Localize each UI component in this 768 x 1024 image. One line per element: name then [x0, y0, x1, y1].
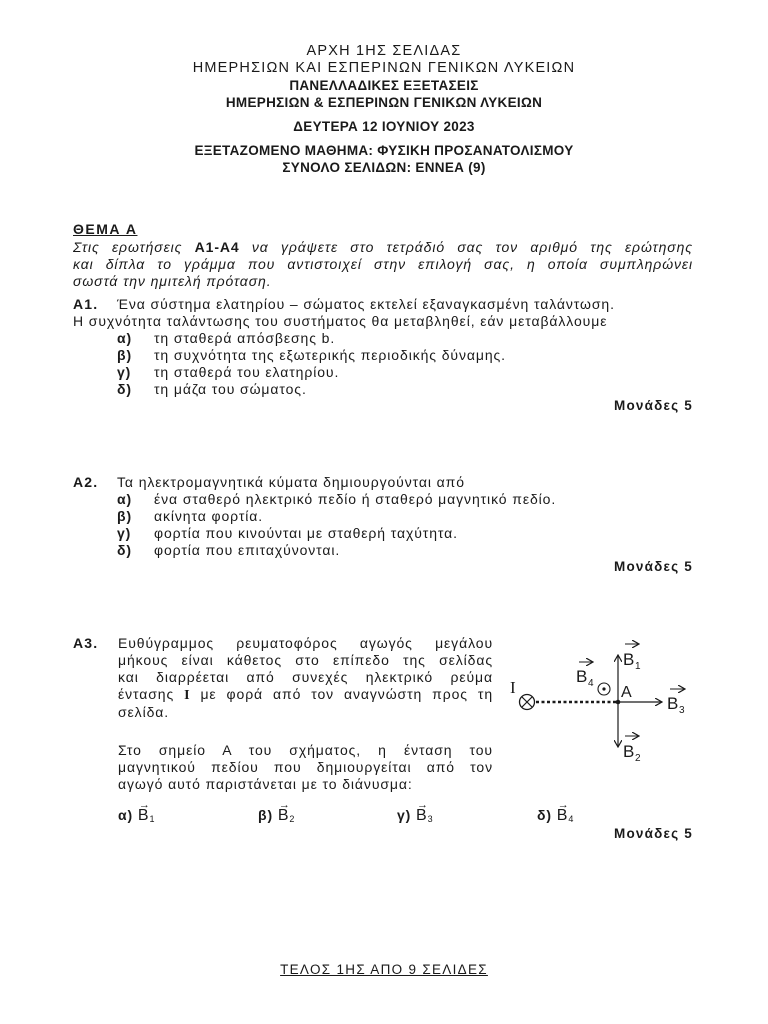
vector-b4	[557, 807, 574, 828]
a3-marks: Μονάδες 5	[614, 826, 693, 841]
b-symbol: B	[623, 742, 635, 761]
option-label: α)	[117, 330, 133, 346]
a1-option-b	[117, 347, 698, 364]
option-label: γ)	[397, 807, 412, 823]
a1-line-1	[73, 296, 698, 313]
a3-p2-line-1: Στο σημείο Α του σχήματος, η ένταση του	[118, 742, 493, 758]
option-label: α)	[118, 807, 134, 823]
vector-symbol: B	[137, 807, 150, 824]
a3-p1-line-1: Ευθύγραμμος ρευματοφόρος αγωγός μεγάλου	[118, 635, 493, 651]
a3-number: Α3.	[73, 635, 99, 651]
theme-intro-line-3: σωστά την ημιτελή πρόταση.	[73, 273, 272, 289]
question-a2	[73, 474, 698, 559]
theme-intro-line-2: και δίπλα το γράμμα που αντιστοιχεί στην επιλογή σας, η οποία συμπληρώνει	[73, 256, 693, 272]
current-symbol: Ι	[184, 688, 191, 703]
vector-b3	[416, 807, 433, 828]
vector-subscript: 3	[427, 814, 434, 824]
b-symbol: B	[576, 667, 588, 686]
header-line-2: ΗΜΕΡΗΣΙΩΝ ΚΑΙ ΕΣΠΕΡΙΝΩΝ ΓΕΝΙΚΩΝ ΛΥΚΕΙΩΝ	[192, 60, 576, 76]
option-label: β)	[117, 347, 133, 363]
current-label: I	[510, 678, 516, 697]
a3-option-d	[537, 807, 574, 828]
intro-text-a: Στις ερωτήσεις	[73, 239, 195, 255]
option-text: ένα σταθερό ηλεκτρικό πεδίο ή σταθερό μαγνητικό πεδίο.	[154, 491, 557, 507]
option-text: τη συχνότητα της εξωτερικής περιοδικής δύναμης.	[154, 347, 506, 363]
b-subscript: 2	[635, 753, 641, 764]
header-subject: ΕΞΕΤΑΖΟΜΕΝΟ ΜΑΘΗΜΑ: ΦΥΣΙΚΗ ΠΡΟΣΑΝΑΤΟΛΙΣΜΟΥ	[194, 143, 574, 158]
a3-paragraph-2	[118, 742, 493, 793]
a2-option-b	[117, 508, 698, 525]
magnetic-field-figure	[505, 635, 700, 770]
b1-label	[623, 644, 641, 672]
b3-label	[667, 689, 685, 716]
a3-p1-line-2: μήκους είναι κάθετος στο επίπεδο της σελίδας	[118, 652, 493, 668]
option-label: γ)	[117, 525, 132, 541]
question-a1	[73, 296, 698, 398]
out-of-page-icon	[598, 683, 610, 695]
vector-symbol: B	[416, 807, 428, 824]
point-a-label: A	[621, 684, 632, 701]
vector-symbol: B	[556, 807, 569, 824]
theme-title: ΘΕΜΑ Α	[73, 221, 138, 237]
a3-text: με φορά από τον αναγνώστη προς τη	[190, 686, 494, 702]
a1-stem-1: Ένα σύστημα ελατηρίου – σώματος εκτελεί εξαναγκασμένη ταλάντωση.	[117, 296, 615, 312]
b-subscript: 4	[588, 678, 594, 689]
a1-option-d	[117, 381, 698, 398]
header-date: ΔΕΥΤΕΡΑ 12 ΙΟΥΝΙΟΥ 2023	[293, 119, 475, 134]
a3-p1-line-4	[118, 686, 493, 704]
page-footer: ΤΕΛΟΣ 1ΗΣ ΑΠΟ 9 ΣΕΛΙΔΕΣ	[280, 962, 488, 977]
a2-stem: Τα ηλεκτρομαγνητικά κύματα δημιουργούνται από	[117, 474, 465, 490]
a3-option-a	[118, 807, 155, 828]
a1-marks: Μονάδες 5	[614, 398, 693, 413]
header-page-count: ΣΥΝΟΛΟ ΣΕΛΙΔΩΝ: ΕΝΝΕΑ (9)	[282, 160, 486, 175]
a3-text: έντασης	[118, 686, 185, 702]
option-label: β)	[117, 508, 133, 524]
a1-line-2: Η συχνότητα ταλάντωσης του συστήματος θα μεταβληθεί, εάν μεταβάλλουμε	[73, 313, 608, 329]
b4-label	[576, 662, 594, 689]
vector-b2	[278, 807, 295, 828]
b-subscript: 3	[679, 705, 685, 716]
a1-option-a	[117, 330, 698, 347]
vector-subscript: 4	[568, 814, 575, 824]
option-label: β)	[258, 807, 274, 823]
b-symbol: B	[667, 694, 679, 713]
option-label: δ)	[117, 542, 132, 558]
intro-question-range: Α1-Α4	[194, 239, 240, 255]
option-label: δ)	[117, 381, 132, 397]
intro-text-c: να γράψετε στο τετράδιό σας τον αριθμό της ερώτησης	[239, 239, 693, 255]
header-schools: ΗΜΕΡΗΣΙΩΝ & ΕΣΠΕΡΙΝΩΝ ΓΕΝΙΚΩΝ ΛΥΚΕΙΩΝ	[225, 95, 543, 110]
a3-p1-line-5: σελίδα.	[118, 704, 170, 720]
option-text: ακίνητα φορτία.	[154, 508, 264, 524]
a2-option-a	[117, 491, 698, 508]
option-label: γ)	[117, 364, 132, 380]
theme-intro-line-1	[73, 239, 693, 256]
a3-option-c	[397, 807, 434, 828]
a3-paragraph-1	[118, 635, 493, 721]
header-exams: ΠΑΝΕΛΛΑΔΙΚΕΣ ΕΞΕΤΑΣΕΙΣ	[289, 78, 479, 93]
vector-b1	[138, 807, 155, 828]
option-text: φορτία που κινούνται με σταθερή ταχύτητα.	[154, 525, 458, 541]
a1-option-c	[117, 364, 698, 381]
option-text: τη σταθερά απόσβεσης b.	[154, 330, 336, 346]
a2-option-d	[117, 542, 698, 559]
option-label: δ)	[537, 807, 552, 823]
a2-options	[73, 491, 698, 559]
a1-number: Α1.	[73, 296, 99, 312]
a2-option-c	[117, 525, 698, 542]
a2-marks: Μονάδες 5	[614, 559, 693, 574]
option-text: τη μάζα του σώματος.	[154, 381, 307, 397]
a3-p2-line-2: μαγνητικού πεδίου που δημιουργείται από τον	[118, 759, 493, 775]
b-symbol: B	[623, 650, 635, 669]
a2-number: Α2.	[73, 474, 99, 490]
vector-symbol: B	[277, 807, 290, 824]
a3-option-b	[258, 807, 295, 828]
b-subscript: 1	[635, 661, 641, 672]
vector-subscript: 2	[289, 814, 296, 824]
a2-line-1	[73, 474, 698, 491]
header-line-1: ΑΡΧΗ 1ΗΣ ΣΕΛΙΔΑΣ	[306, 43, 462, 59]
option-label: α)	[117, 491, 133, 507]
a3-p1-line-3: και διαρρέεται από συνεχές ηλεκτρικό ρεύμα	[118, 669, 493, 685]
option-text: τη σταθερά του ελατηρίου.	[154, 364, 340, 380]
a1-options	[73, 330, 698, 398]
vector-subscript: 1	[149, 814, 156, 824]
b2-label	[623, 736, 641, 764]
a3-p2-line-3: αγωγό αυτό παριστάνεται με το διάνυσμα:	[118, 776, 413, 792]
wire-into-page-icon	[520, 695, 535, 710]
option-text: φορτία που επιταχύνονται.	[154, 542, 341, 558]
